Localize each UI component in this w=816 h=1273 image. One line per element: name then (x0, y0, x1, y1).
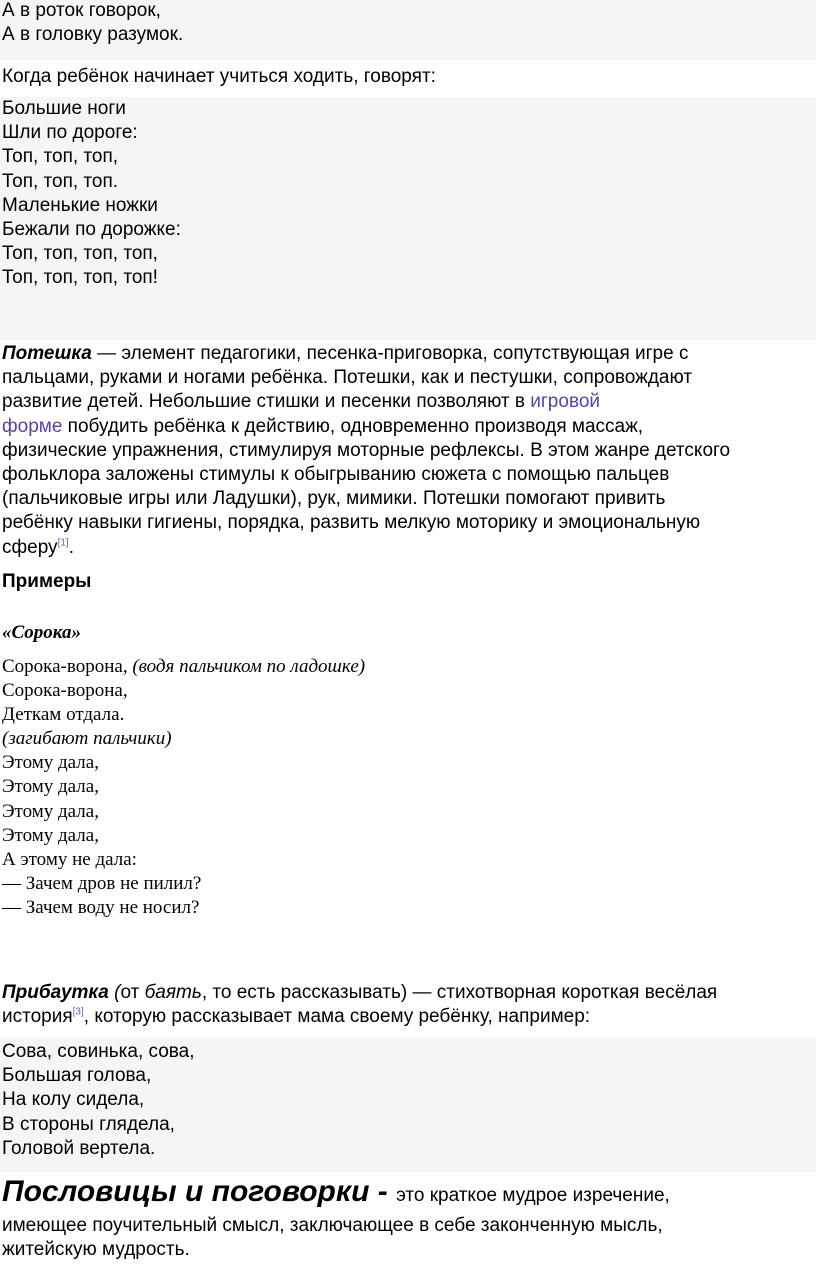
verse-line: Шли по дороге: (2, 122, 138, 144)
verse-line: В стороны глядела, (2, 1113, 175, 1135)
soroka-note: (загибают пальчики) (2, 728, 172, 750)
pribautka-paragraph: Прибаутка (от баять, то есть рассказывать) — стихотворная короткая весёлая история[3], которую рассказывает мама своему ребёнку, например: (2, 982, 718, 1028)
poteshka-paragraph: Потешка — элемент педагогики, песенка-приговорка, сопутствующая игре с пальцами, руками и ногами ребёнка. Потешки, как и пестушки, сопровождают развитие детей. Небольшие стишки и песенки позволяют в игровой форме побудить ребёнка к действию, одновременно производя массаж, физические упражнения, стимулируя моторные рефлексы. В этом жанре детского фольклора заложены стимулы к обыгрыванию сюжета с помощью пальцев (пальчиковые игры или Ладушки), рук, мимики. Потешки помогают привить ребёнку навыки гигиены, порядка, развить мелкую моторику и эмоциональную сферу[1]. (2, 343, 731, 558)
verse-line: Топ, топ, топ, топ! (2, 267, 158, 289)
footnote-ref-3[interactable]: [3] (72, 1006, 84, 1018)
verse-line: А в головку разумок. (2, 24, 184, 46)
igrovoy-link[interactable]: игровой (530, 391, 601, 413)
forme-link[interactable]: форме (2, 415, 63, 437)
soroka-title: «Сорока» (2, 622, 81, 643)
verse-line: Большая голова, (2, 1065, 152, 1087)
soroka-verse: Сорока-ворона, (водя пальчиком по ладошке) Сорока-ворона, Деткам отдала. (загибают пальчики) Этому дала, Этому дала, Этому дала, Этому дала, А этому не дала: — Зачем дров не пилил? — Зачем воду не носил? (0, 655, 816, 920)
verse-line: Топ, топ, топ, (2, 146, 119, 168)
proverbs-heading: Пословицы и поговорки - (2, 1175, 397, 1208)
walking-intro-paragraph: Когда ребёнок начинает учиться ходить, говорят: (2, 66, 436, 87)
verse-line: Топ, топ, топ, топ, (2, 243, 158, 265)
footnote-ref-1[interactable]: [1] (57, 537, 69, 549)
intro-verse (0, 0, 816, 60)
poteshka-term: Потешка (2, 343, 92, 364)
verse-line: Сова, совинька, сова, (2, 1041, 195, 1062)
owl-verse (0, 1038, 816, 1172)
walking-verse (0, 97, 816, 340)
proverbs-paragraph: Пословицы и поговорки - это краткое мудрое изречение, имеющее поучительный смысл, заключающее в себе законченную мысль, житейскую мудрость. (2, 1175, 670, 1261)
verse-line: Большие ноги (2, 98, 126, 119)
verse-line: А в роток говорок, (2, 0, 161, 21)
verse-line: Топ, топ, топ. (2, 170, 119, 192)
verse-line: Бежали по дорожке: (2, 219, 181, 241)
soroka-note: (водя пальчиком по ладошке) (132, 656, 366, 677)
pribautka-term: Прибаутка (2, 982, 109, 1003)
verse-line: Головой вертела. (2, 1137, 156, 1159)
verse-line: Маленькие ножки (2, 194, 158, 216)
examples-heading: Примеры (2, 571, 92, 592)
verse-line: На колу сидела, (2, 1089, 145, 1111)
